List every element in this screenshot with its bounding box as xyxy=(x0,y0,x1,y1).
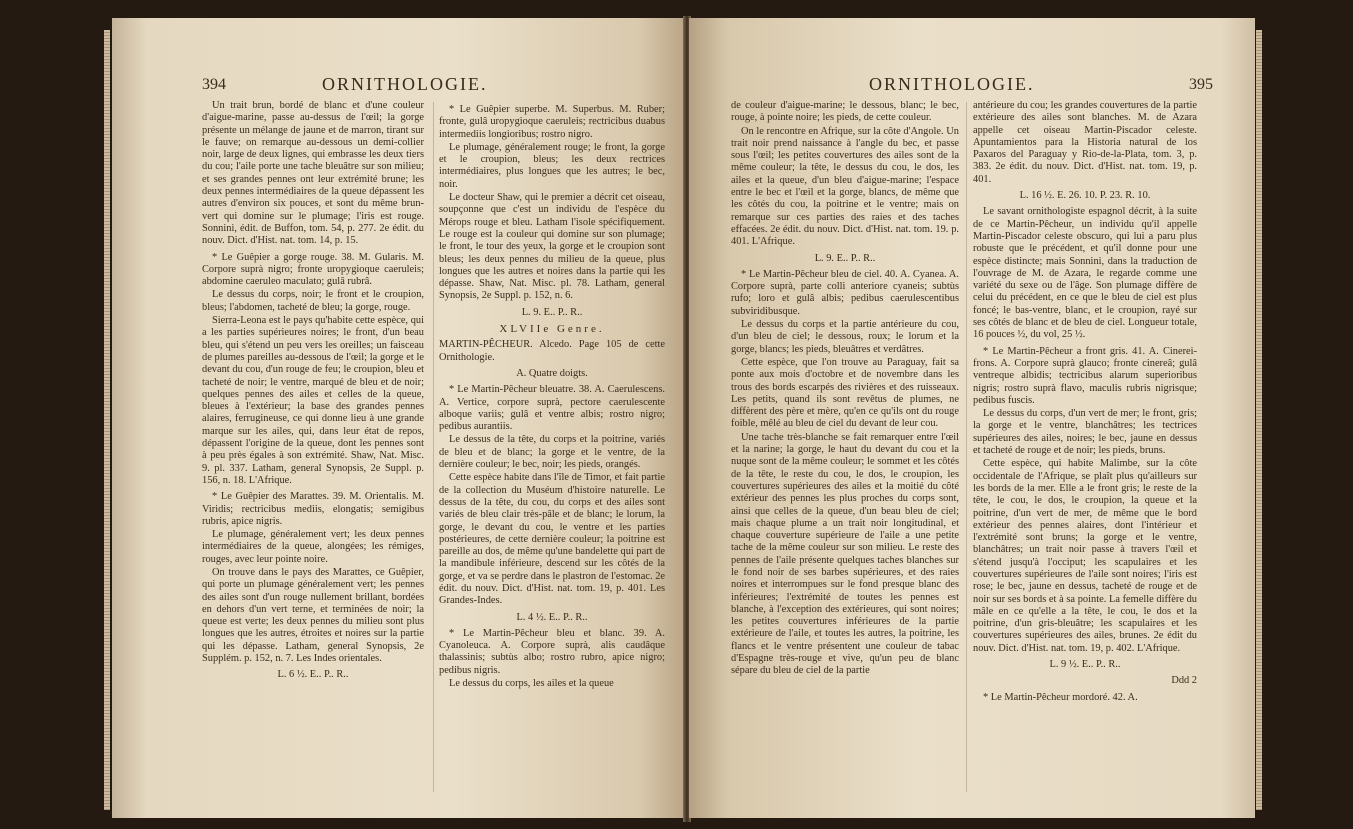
species-heading: * Le Martin-Pêcheur a front gris. 41. A. Cinerei-frons. A. Corpore suprà glauco; fronte cinereâ; gulâ ventreque albidis; tectricibus alarum superioribus nigris; rostro suprà flavo, maculis rubris nigrisque; pedibus fuscis. xyxy=(973,345,1197,406)
body-paragraph: Cette espèce habite dans l'île de Timor, et fait partie de la collection du Muséum d'histoire naturelle. Le dessus de la tête, du cou, du corps et des ailes sont variés de bleu clair très-pâle et de blanc; le lorum, la gorge, le devant du cou, le ventre et les parties postérieures, de cette dernière couleur; la poitrine est pareille au dos, de même qu'une bandelette qui part de la mandibule inférieure, descend sur les côtés de la gorge, et va se perdre dans le plastron de l'estomac. 2e édit. du nouv. Dict. d'Hist. nat. tom. 19, p. 401. Les Grandes-Indes. xyxy=(439,472,665,607)
body-paragraph: Cette espèce, que l'on trouve au Paraguay, fait sa ponte aux mois d'octobre et de novembre dans les trous des bords escarpés des rivières et des ruisseaux. Les petits, quand ils sont revêtus de plumes, ne diffèrent des père et mère, qu'en ce qu'ils ont du rouge foible, mêlé au bleu de ciel du devant de leur cou. xyxy=(731,356,959,430)
left-page xyxy=(112,18,685,818)
body-paragraph: On le rencontre en Afrique, sur la côte d'Angole. Un trait noir prend naissance à l'angle du bec, et passe sous l'œil; les petites couvertures des ailes sont de la même couleur; la tête, le dessus du cou, le dos, les ailes et la queue, d'un bleu d'aigue-marine; l'espace entre le bec et l'œil et la gorge, blancs, de même que les côtés du cou, la poitrine et le ventre; mais on remarque sur ces parties des raies et des taches effacées. 2e édit. du nouv. Dict. d'Hist. nat. tom. 19. p. 401. L'Afrique. xyxy=(731,125,959,248)
right-running-head: ORNITHOLOGIE. xyxy=(869,74,1035,94)
species-heading: * Le Guêpier superbe. M. Superbus. M. Ruber; fronte, gulâ uropygioque caeruleis; rectricibus duabus intermediis longioribus; rostro nigro. xyxy=(439,104,665,140)
left-page-number: 394 xyxy=(202,76,226,93)
measurement-line: L. 9. E.. P.. R.. xyxy=(814,252,876,264)
body-paragraph: Le docteur Shaw, qui le premier a décrit cet oiseau, soupçonne que c'est un individu de l'espèce du Mérops rouge et bleu. Latham l'isole spécifiquement. Le rouge est la couleur qui domine sur son plumage; le front, le tour des yeux, la gorge et le croupion sont bleus; les deux pennes du milieu de la queue, plus longues que les autres et noires dans la partie qui les dépasse. Shaw, Nat. Misc. pl. 78. Latham, general Synopsis, 2e Suppl. p. 152, n. 6. xyxy=(439,192,665,302)
body-paragraph: Une tache très-blanche se fait remarquer entre l'œil et la narine; la gorge, le haut du devant du cou et la nuque sont de la même couleur; le sommet et les côtés de la tête, le reste du cou, le dos, le croupion, les couvertures supérieures des ailes et la moitié du côté extérieur des pennes les plus proches du corps sont, ainsi que celles de la queue, d'un beau bleu de ciel; mais chaque plume a un trait noir longitudinal, et chaque couverture supérieure de l'aile a une petite tache de la même couleur sur son milieu. Le reste des pennes de l'aile présente quelques taches blanches sur le fond noir de ses barbes supérieures, et des raies noires et interrompues sur le fond presque blanc des inférieures; l'extrémité de toutes les pennes est blanche, à l'exception des extérieures, qui sont noires; les petites couvertures inférieures de la partie extérieure de l'aile, et toutes les autres, la poitrine, les flancs et le ventre présentent une couleur de tabac d'Espagne très-rouge et vive, qu'un peu de blanc sépare du bleu de ciel de la partie xyxy=(731,431,959,677)
column-divider xyxy=(966,102,967,792)
measurement-line: L. 9. E.. P.. R.. xyxy=(521,306,583,318)
species-heading: * Le Martin-Pêcheur bleuatre. 38. A. Caerulescens. A. Vertice, corpore suprà, pectore caerulescente alboque variis; gulâ et ventre albis; rostro nigro; pedibus aurantiis. xyxy=(439,384,665,433)
body-paragraph: Le dessus du corps, d'un vert de mer; le front, gris; la gorge et le ventre, blanchâtres; les tectrices supérieures des ailes, noires; le bec, jaune en dessus et tacheté de rouge et de noir; les pieds, bruns. xyxy=(973,408,1197,457)
body-paragraph: On trouve dans le pays des Marattes, ce Guêpier, qui porte un plumage généralement vert; les pennes des ailes sont d'un rouge nullement brillant, bordées en dehors d'un vert terne, et terminées de noir; la queue est verte; les deux pennes du milieu sont plus longues que les autres, étroites et noires sur la partie qui les dépasse. Latham, general Synopsis, 2e Supplém. p. 152, n. 7. Les Indes orientales. xyxy=(202,566,424,665)
right-page-number: 395 xyxy=(1189,76,1213,93)
body-paragraph: Cette espèce, qui habite Malimbe, sur la côte occidentale de l'Afrique, se plaît plus qu'ailleurs sur les bords de la mer. Elle a le front gris; le reste de la tête, le cou, le dos, le croupion, la queue et la poitrine, d'un vert de mer, de même que le bord extérieur des pennes alaires, dont l'intérieur et l'extrémité sont bruns; la gorge et le ventre, blanchâtres; un trait noir passe à travers l'œil et s'étend jusqu'à l'occiput; les scapulaires et les couvertures supérieures de l'aile sont noires; l'iris est rose; le bec, jaune en dessus, tacheté de rouge et de noir sur ses bords et à sa pointe. La femelle diffère du mâle en ce qu'elle a la tête, le cou, le dos et la poitrine, d'un gris-bleuâtre; les scapulaires et les couvertures supérieures des ailes, brunes. 2e édit du nouv. Dict. d'Hist. nat. tom. 19, p. 402. L'Afrique. xyxy=(973,458,1197,654)
right-column-1 xyxy=(731,100,959,679)
measurement-line: L. 6 ½. E.. P.. R.. xyxy=(277,669,349,681)
species-heading: * Le Martin-Pêcheur mordoré. 42. A. xyxy=(983,691,1138,703)
species-heading: * Le Martin-Pêcheur bleu de ciel. 40. A. Cyanea. A. Corpore suprà, parte colli anteriore cyaneis; subtùs rufo; loro et gulâ albis; pedibus caerulescentibus subviridibusque. xyxy=(731,268,959,317)
body-paragraph: de couleur d'aigue-marine; le dessous, blanc; le bec, rouge, à pointe noire; les pieds, de cette couleur. xyxy=(731,100,959,124)
species-heading: * Le Martin-Pêcheur bleu et blanc. 39. A. Cyanoleuca. A. Corpore suprà, alis caudâque thalassinis; subtùs albo; rostro rubro, apice nigro; pedibus nigris. xyxy=(439,627,665,676)
body-paragraph: Le plumage, généralement rouge; le front, la gorge et le croupion, bleus; les deux rectrices intermédiaires, plus longues que les autres; le bec, noir. xyxy=(439,141,665,190)
measurement-line: A. Quatre doigts. xyxy=(516,367,588,379)
body-paragraph: Ddd 2 xyxy=(1171,675,1197,687)
body-paragraph: Le dessus de la tête, du corps et la poitrine, variés de bleu et de blanc; la gorge et le ventre, de la dernière couleur; le bec, noir; les pieds, orangés. xyxy=(439,434,665,471)
body-paragraph: Le dessus du corps, noir; le front et le croupion, bleus; l'abdomen, tacheté de bleu; la gorge, rouge. xyxy=(202,289,424,313)
measurement-line: L. 4 ½. E.. P.. R.. xyxy=(516,611,588,623)
body-paragraph: Le plumage, généralement vert; les deux pennes intermédiaires de la queue, alongées; les rémiges, rouges, avec leur pointe noire. xyxy=(202,529,424,565)
body-paragraph: Le dessus du corps, les ailes et la queue xyxy=(449,678,614,690)
body-paragraph: Le savant ornithologiste espagnol décrit, à la suite de ce Martin-Pêcheur, un individu qu'il appelle Martin-Piscador celeste obscuro, qui lui a paru plus robuste que le précédent, et qu'il donne pour une espèce distincte; mais Sonnini, dans la traduction de l'ouvrage de M. de Azara, le regarde comme une variété du sexe ou de l'âge. Son plumage diffère de celui du précédent, en ce que le bleu de ciel est plus foncé; le bas-ventre, blanc, et le croupion, rayé sur ses côtés de blanc et de bleu de ciel. Longueur totale, 16 pouces ½, du vol, 25 ½. xyxy=(973,206,1197,341)
body-paragraph: antérieure du cou; les grandes couvertures de la partie extérieure des ailes sont blanches. M. de Azara appelle cet oiseau Martin-Piscador celeste. Apuntamientos para la Historia natural de los Paxaros del Paraguay y Rio-de-la-Plata, tom. 3, p. 383. 2e édit. du nouv. Dict. d'Hist. nat. tom. 19, p. 401. xyxy=(973,100,1197,185)
column-divider xyxy=(433,102,434,792)
right-page-edge xyxy=(1256,30,1262,810)
right-column-2 xyxy=(973,100,1197,705)
body-paragraph: Sierra-Leona est le pays qu'habite cette espèce, qui a les parties supérieures noires; le front, d'un beau bleu, qui s'étend un peu vers les oreilles; un faisceau de plumes pareilles au-dessous de l'œil; la gorge et le devant du cou, d'un rouge de feu; le croupion, bleu et tacheté de noir; le ventre, marqué de bleu et de noir; quelques pennes des ailes et celles de la queue, bleues à l'extérieur; la base des grandes pennes alaires, ferrugineuse, ce qui donne lieu à une grande marque sur les ailes, qui, dans leur état de repos, dépassent l'origine de la queue, dont les pennes sont à peu près égales à son extrémité. Shaw, Nat. Misc. 9. pl. 337. Latham, general Synopsis, 2e Suppl. p. 156, n. 18. L'Afrique. xyxy=(202,315,424,486)
measurement-line: L. 9 ½. E.. P.. R.. xyxy=(1049,659,1121,671)
right-page xyxy=(689,18,1255,818)
species-heading: * Le Guêpier a gorge rouge. 38. M. Gularis. M. Corpore suprà nigro; fronte uropygioque caeruleis; abdomine caeruleo maculato; gulâ rubrâ. xyxy=(202,251,424,288)
left-page-edge xyxy=(104,30,110,810)
body-paragraph: Un trait brun, bordé de blanc et d'une couleur d'aigue-marine, passe au-dessus de l'œil; la gorge présente un mélange de jaune et de marron, tirant sur le fauve; on remarque au-dessous un demi-collier noir, large de deux lignes, qui embrasse les deux tiers du cou; l'aile porte une tache bleuâtre sur son milieu; et ses grandes pennes ont leur extrémité brune; les deux pennes intermédiaires de la queue dépassent les autres d'environ six pouces, et sont du même brun-vert qui domine sur le plumage; l'iris est rouge. Sonnini, édit. de Buffon, tom. 54, p. 277. 2e édit. du nouv. Dict. d'Hist. nat. tom. 14, p. 15. xyxy=(202,100,424,247)
left-running-head: ORNITHOLOGIE. xyxy=(322,74,488,94)
left-column-2 xyxy=(439,100,665,691)
body-paragraph: Le dessus du corps et la partie antérieure du cou, d'un bleu de ciel; le dessous, roux; le lorum et la gorge, blancs; les pieds, bleuâtres et verdâtres. xyxy=(731,319,959,355)
measurement-line: XLVIIe Genre. xyxy=(499,323,605,336)
measurement-line: L. 16 ½. E. 26. 10. P. 23. R. 10. xyxy=(1019,190,1151,202)
left-column-1 xyxy=(202,100,424,686)
species-heading: * Le Guêpier des Marattes. 39. M. Orientalis. M. Viridis; rectricibus mediis, elongatis; semigibus rubris, apice nigris. xyxy=(202,491,424,527)
body-paragraph: MARTIN-PÊCHEUR. Alcedo. Page 105 de cette Ornithologie. xyxy=(439,339,665,363)
